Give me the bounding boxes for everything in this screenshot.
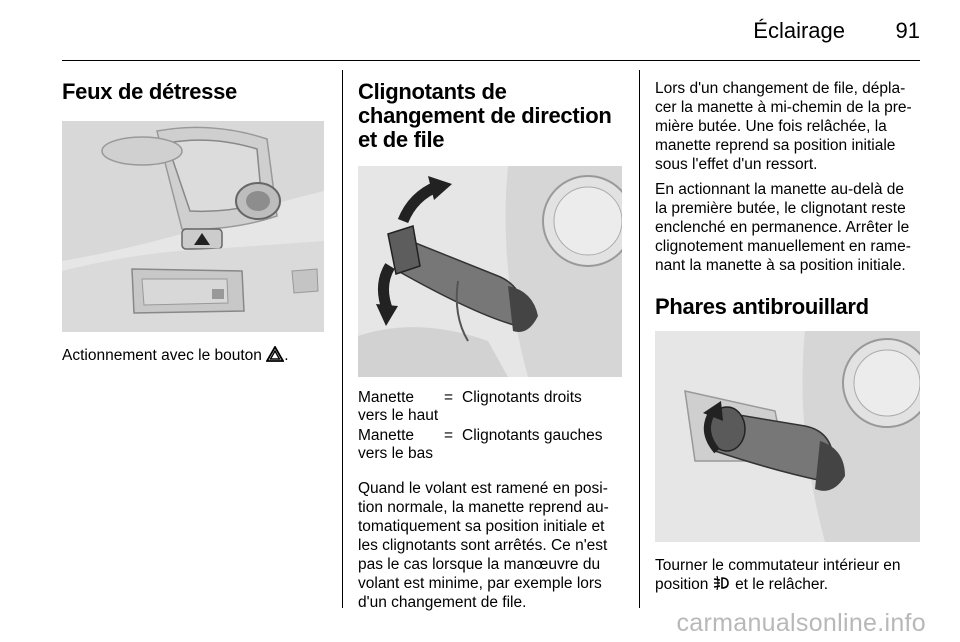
page-header: [62, 18, 920, 44]
hazard-caption: [62, 346, 324, 365]
column-divider: [342, 70, 343, 608]
turn-signal-lever-illustration: [358, 166, 622, 377]
permanent-signal-paragraph: En actionnant la manette au-delà de la première butée, le clignotant reste enclenché en permanence. Arrêter le clignotement manuellement en rame- nant la manette à sa position initiale.: [655, 181, 911, 274]
section-heading: Phares antibrouillard: [655, 294, 869, 319]
legend-key: Manette vers le bas: [358, 427, 433, 462]
column-hazard-lights: [62, 70, 324, 365]
watermark: carmanualsonline.info: [676, 609, 926, 637]
section-heading: [358, 80, 622, 152]
legend-equals: =: [444, 389, 454, 406]
fog-light-switch-illustration: [655, 331, 920, 542]
caption-end: .: [284, 347, 289, 364]
lane-change-paragraph: Lors d'un changement de file, dépla- cer la manette à mi-chemin de la pre- mière butée. Une fois relâchée, la manette reprend sa position initiale sous l'effet d'un ressort.: [655, 80, 912, 173]
heading-line: changement de direction: [358, 103, 612, 128]
lever-legend: [358, 389, 622, 465]
section-heading: Feux de détresse: [62, 79, 237, 104]
legend-value: Clignotants droits: [462, 389, 582, 406]
caption-text: Actionnement avec le bouton: [62, 347, 262, 364]
header-rule: [62, 60, 920, 61]
heading-line: Clignotants de: [358, 79, 507, 104]
chapter-title: Éclairage: [753, 18, 845, 43]
hazard-triangle-icon: [266, 346, 284, 362]
column-lane-change: [655, 70, 920, 594]
legend-row: [358, 389, 622, 427]
legend-row: [358, 427, 622, 465]
turn-signal-body: Quand le volant est ramené en posi- tion normale, la manette reprend au- tomatiquement sa position initiale et les clignotants sont arrêtés. Ce n'est pas le cas lorsque la manœuvre du volant est minime, par exemple lors d'un changement de file.: [358, 480, 609, 611]
heading-line: et de file: [358, 127, 445, 152]
column-turn-signals: [358, 70, 622, 612]
page-number: 91: [895, 18, 920, 43]
fog-light-icon: [713, 575, 731, 591]
fog-light-caption: Tourner le commutateur intérieur en position et le relâcher.: [655, 557, 901, 593]
legend-key: Manette vers le haut: [358, 389, 439, 424]
column-divider: [639, 70, 640, 608]
legend-equals: =: [444, 427, 454, 444]
legend-value: Clignotants gauches: [462, 427, 603, 444]
hazard-button-illustration: [62, 121, 324, 332]
